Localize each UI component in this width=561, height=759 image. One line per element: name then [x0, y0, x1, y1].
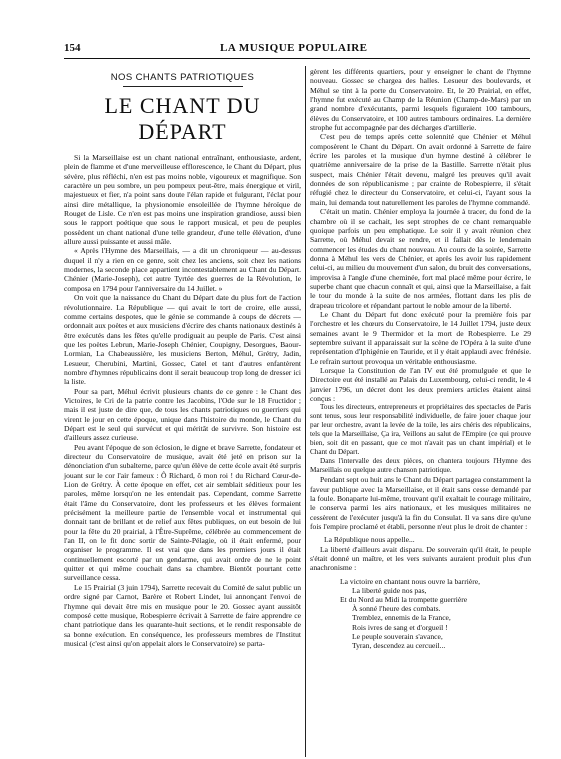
verse-line: La liberté guide nos pas,: [352, 585, 427, 595]
verse-line: Le peuple souverain s'avance,: [352, 631, 443, 641]
page-number: 154: [64, 42, 81, 54]
paragraph: On voit que la naissance du Chant du Départ date du plus fort de l'action révolutionnaire. La République — qui avait le tort de croire, elle aussi, comme certains despotes, que le génie se commande à coups de décrets — ordonnait aux poètes et aux musiciens d'écrire des chants nationaux destinés à être exécutés dans les fêtes qu'elle prodiguait au peuple de Paris. C'est ainsi que les poètes Lebrun, Marie-Joseph Chénier, Coupigny, Desorgues, Baour-Lormian, La Chabeaussière, les musiciens Berton, Méhul, Grétry, Jadin, Lesueur, Cherubini, Martini, Gossec, Catel et tant d'autres enfantèrent nombre d'hymnes républicains dont il serait beaucoup trop long de dresser ici la liste.: [64, 293, 301, 387]
verse-line: À sonné l'heure des combats.: [352, 604, 441, 614]
paragraph: Lorsque la Constitution de l'an IV eut été promulguée et que le Directoire eut été installé au Palais du Luxembourg, celui-ci rendit, le 4 janvier 1796, un décret dont les deux premiers articles étaient ainsi conçus :: [310, 366, 531, 404]
paragraph: Pour sa part, Méhul écrivit plusieurs chants de ce genre : le Chant des Victoires, le Cri de la patrie contre les Jacobins, l'Ode sur le 18 Fructidor ; mais il est juste de dire que, de tous les chants patriotiques ou guerriers qui virent le jour en cette époque, unique dans l'histoire du monde, le Chant du Départ est le seul qui survécut et qui méritât de survivre. Son histoire est d'ailleurs assez curieuse.: [64, 386, 301, 443]
running-title: LA MUSIQUE POPULAIRE: [220, 42, 368, 54]
verse-line: Et du Nord au Midi la trompette guerrière: [340, 595, 468, 605]
kicker-rule: [123, 86, 243, 87]
column-separator: [305, 66, 306, 757]
decree-text: Tous les directeurs, entrepreneurs et propriétaires des spectacles de Paris sont tenus, sous leur responsabilité individuelle, de faire jouer chaque jour par leur orchestre, avant la levée de la toile, les airs chéris des républicains, tels que la Marseillaise, Ça ira, Veillons au salut de l'Empire (ce qui prouve bien, soit dit en passant, que ce mot n'avait pas un chant impérial) et le Chant du Départ.: [310, 403, 531, 457]
left-column: [64, 68, 301, 648]
verse-line: Tremblez, ennemis de la France,: [352, 613, 451, 623]
section-kicker: NOS CHANTS PATRIOTIQUES: [110, 72, 255, 83]
paragraph: C'est peu de temps après cette solennité que Chénier et Méhul composèrent le Chant du Départ. On avait ordonné à Sarrette de faire écrire les paroles et la musique d'un hymne destiné à célébrer le quatrième anniversaire de la prise de la Bastille. Sarrette n'était plus suspect, mais Chénier l'était devenu, malgré les preuves qu'il avait données de son républicanisme ; par crainte de Robespierre, il s'était réfugié chez le directeur du Conservatoire, et celui-ci, l'ayant sous la main, lui demanda tout naturellement les paroles de l'hymne commandé.: [310, 132, 531, 207]
verse-line: Tyran, descendez au cercueil...: [352, 641, 446, 651]
paragraph: Le 15 Prairial (3 juin 1794), Sarrette recevait du Comité de salut public un ordre signé par Carnot, Barère et Robert Lindet, lui annonçant l'envoi de l'hymne qui devait être mis en musique pour le 20. Gossec ayant aussitôt composé cette musique, Robespierre écrivait à Sarrette de faire apprendre ce chant patriotique dans les quarante-huit sections, et le rendit responsable de sa bonne exécution. En conséquence, les professeurs membres de l'Institut musical (c'est ainsi qu'on appelait alors le Conservatoire) se parta-: [64, 582, 301, 648]
paragraph: La liberté d'ailleurs avait disparu. De souverain qu'il était, le peuple s'était donné un maître, et les vers suivants auraient produit plus d'un anachronisme :: [310, 544, 531, 573]
quoted-verse: La République nous appelle...: [324, 535, 415, 545]
running-header: [64, 40, 530, 56]
verse-line: La victoire en chantant nous ouvre la barrière,: [340, 576, 480, 586]
decree-text: Dans l'intervalle des deux pièces, on chantera toujours l'Hymne des Marseillais ou quelque autre chanson patriotique.: [310, 457, 531, 475]
article-title: LE CHANT DU DÉPART: [104, 93, 261, 144]
paragraph: Le Chant du Départ fut donc exécuté pour la première fois par l'orchestre et les chœurs du Conservatoire, le 14 Juillet 1794, juste deux semaines avant le 9 Thermidor et la mort de Robespierre. Le 29 septembre suivant il apparaissait sur la scène de l'Opéra à la suite d'une représentation d'Iphigénie en Tauride, et il y était applaudi avec frénésie. Le refrain surtout provoqua un véritable enthousiasme.: [310, 309, 531, 366]
paragraph: Pendant sept ou huit ans le Chant du Départ partagea constamment la faveur publique avec la Marseillaise, et il était sans cesse demandé par la foule. Bonaparte lui-même, trouvant qu'il exaltait le courage militaire, le conserva parmi les airs nationaux, et les musiques militaires ne cessèrent de l'exécuter jusqu'à la fin du Consulat. Il va sans dire qu'une fois l'empire proclamé et établi, personne n'eut plus le droit de chanter :: [310, 475, 531, 532]
paragraph: Si la Marseillaise est un chant national entraînant, enthousiaste, ardent, plein de flamme et d'une merveilleuse efflorescence, le Chant du Départ, plus sévère, plus réfléchi, n'en est pas moins noble, vigoureux et magnifique. Son caractère un peu sombre, un peu pompeux peut-être, mais énergique et viril, majestueux et fier, n'a point sans doute l'élan rapide et fulgurant, l'éclat pour ainsi dire métallique, la physionomie ensoleillée de l'hymne héroïque de Rouget de Lisle. Ce n'en est pas moins une inspiration grandiose, aussi bien sous le rapport poétique que sous le rapport musical, et peu de peuples possèdent un chant national d'une telle grandeur, d'une telle élévation, d'une allure aussi puissante et aussi mâle.: [64, 153, 301, 247]
verse-block: [340, 577, 531, 651]
header-rule: [64, 58, 530, 59]
paragraph: C'était un matin. Chénier employa la journée à tracer, du fond de la chambre où il se cachait, les sept strophes de ce chant remarquable quoique parfois un peu emphatique. Le soir il y avait réunion chez Sarrette, où Méhul devait se rendre, et il fallait dès le lendemain commencer les études du chant nouveau. Au cours de la soirée, Sarrette donna à Méhul les vers de Chénier, et après les avoir lus rapidement celui-ci, au milieu du mouvement d'un salon, du bruit des conversations, improvisa à l'angle d'une cheminée, fort mal placé même pour écrire, le superbe chant que chacun connaît et qui, ainsi que la Marseillaise, a fait le tour du monde à la suite de nos armées, flottant dans les plis de drapeau tricolore et répandant partout le noble amour de la liberté.: [310, 207, 531, 310]
paragraph: Peu avant l'époque de son éclosion, le digne et brave Sarrette, fondateur et directeur du Conservatoire de musique, avait été jeté en prison sur la dénonciation d'un subalterne, parce qu'un élève de cette école avait été surpris jouant sur le cor l'air fameux : Ô Richard, ô mon roi ! du Richard Cœur-de-Lion de Grétry. À cette époque en effet, cet air semblait séditieux pour les paroles, même lorsqu'on ne les entendait pas. Cependant, comme Sarrette était l'âme du Conservatoire, dont les professeurs et les élèves formaient précisément la meilleure partie de l'ensemble vocal et instrumental qui donnait tant de brillant et de relief aux fêtes publiques, on eut besoin de lui pour la fête du 20 prairial, à l'Être-Suprême, célébrée au commencement de l'an II, on le fit donc sortir de Sainte-Pélagie, où il était enfermé, pour organiser le programme. Il est vrai que dans les premiers jours il était continuellement escorté par un gendarme, qui avait ordre de ne le point quitter et qui même couchait dans sa chambre. Bientôt pourtant cette surveillance cessa.: [64, 442, 301, 583]
paragraph: « Après l'Hymne des Marseillais, — a dit un chroniqueur — au-dessus duquel il n'y a rien en ce genre, soit chez les anciens, soit chez les nations modernes, la seconde place appartient incontestablement au Chant du Départ. Chénier (Marie-Joseph), cet autre Tyrtée des guerres de la Révolution, le composa en 1794 pour l'anniversaire du 14 Juillet. »: [64, 246, 301, 293]
verse-line: Rois ivres de sang et d'orgueil !: [352, 622, 448, 632]
paragraph: gèrent les différents quartiers, pour y enseigner le chant de l'hymne nouveau. Gossec se chargea des halles. Lesueur des boulevards, et Méhul se tint à la porte du Conservatoire. Et, le 20 Prairial, en effet, l'hymne fut exécuté au Champ de la Réunion (Champ-de-Mars) par un grand nombre d'exécutants, parmi lesquels figuraient 100 tambours, élèves du Conservatoire, et 100 autres tambours ordinaires. La dernière strophe fut accompagnée par des décharges d'artillerie.: [310, 67, 531, 133]
right-column: [310, 67, 531, 650]
